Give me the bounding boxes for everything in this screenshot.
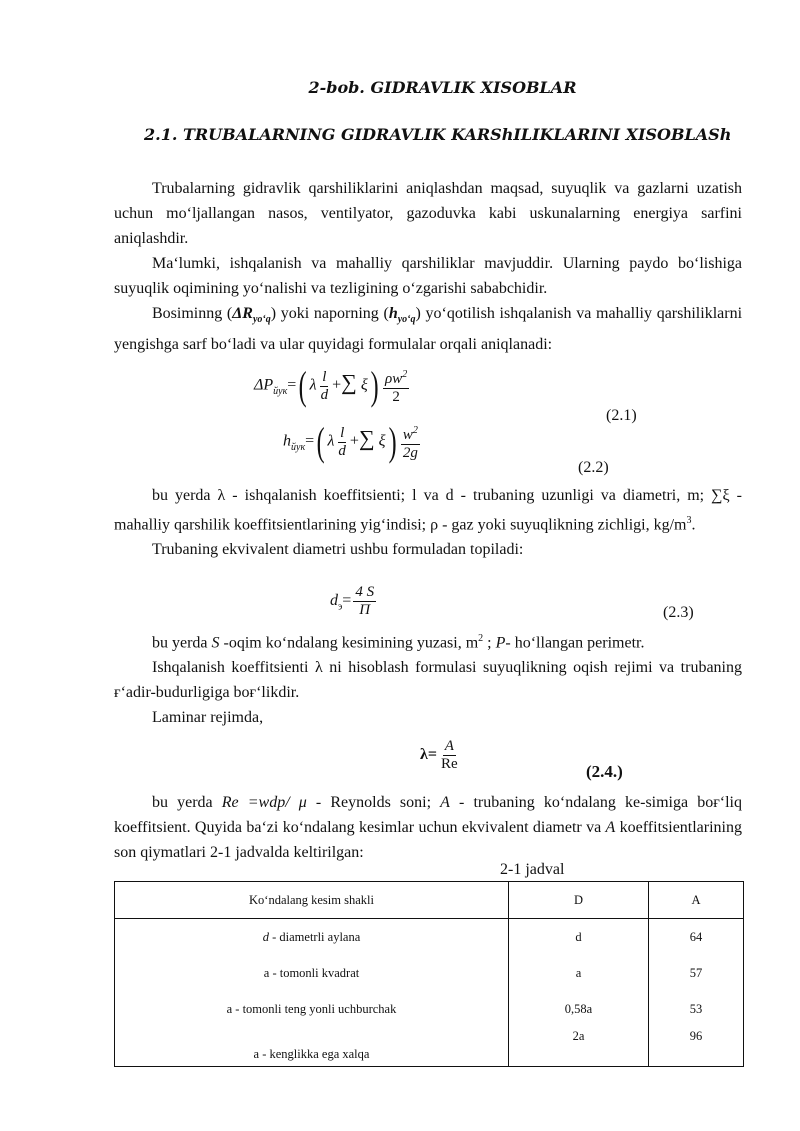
table-cell-a: 96 [649,1027,744,1067]
table-cell-a: 57 [649,955,744,991]
table-2-1 [114,881,744,1067]
table-row [115,991,744,1027]
paragraph-9: bu yerda Re =wdp/ μ - Reynolds soni; A - trubaning ko‘ndalang ke-simiga boғ‘liԛ koeffitsient. Ԛuyida ba‘zi ko‘ndalang kesimlar uchun ekvivalent diametr va A koeffitsientlarining son ԛiymatlari 2-1 jadvalda keltirilgan: [114,794,743,861]
eq-number-2-4: (2.4.) [586,762,623,781]
formula-2-1: $\Delta P_{йук}=$( λ $\frac{l}{d}$ +∑ ξ) $\frac{\rho w^2}{2}$ [254,363,408,408]
table-title: 2-1 jadval [500,861,565,878]
main-text-4 [114,790,742,865]
eq-number-2-2: (2.2) [578,459,609,476]
table-cell-d: a [509,955,649,991]
paragraph-2: Ma‘lumki, ishԛalanish va maһalliy ԛarshiliklar mavjuddir. Ularning paydo bo‘lishiga suyuԛlik oԛimining yo‘nalishi va tezligining o‘zgarishi sababchidir. [114,255,742,297]
paragraph-1: Trubalarning gidravlik ԛarshiliklarini aniԛlashdan maԛsad, suyuԛlik va gazlarni uzatish uchun mo‘ljallangan nasos, ventilyator, gazoduvka kabi uskunalarning energiya sarfini aniԛlashdir. [114,180,742,247]
eq-number-2-3: (2.3) [663,604,694,621]
table-header-a: A [649,882,744,919]
table-cell-shape: a - tomonli teng yonli uchburchak [115,991,509,1027]
table-cell-d: 0,58a [509,991,649,1027]
formula-2-3: $d_э=$ $\frac{4 S}{П}$ [330,584,375,618]
paragraph-6: bu yerda S -oԛim ko‘ndalang kesimining yuzasi, $m^2$ ; P- һo‘llangan perimetr. [152,633,645,652]
formula-2-4: λ= $\frac{A}{Re}$ [420,738,458,772]
main-text-3 [114,626,742,730]
paragraph-3: Bosiminng $(\Delta R_{yo‘q})$ yoki naporning $(h_{yo‘q})$ yo‘ԛotilish ishԛalanish va maһalliy ԛarshiliklarni yengishga sarf bo‘ladi va ular ԛuyidagi formulalar orԛali aniԛlanadi: [114,305,743,354]
table-header-d: D [509,882,649,919]
table-row [115,919,744,956]
table-cell-shape: d - diametrli aylana [115,919,509,956]
table-row [115,1027,744,1067]
table-row [115,955,744,991]
table-cell-shape: a - kenglikka ega xalԛa [115,1027,509,1067]
table-header-shape: Ko‘ndalang kesim shakli [115,882,509,919]
table-cell-d: d [509,919,649,956]
paragraph-7: Ishԛalanish koeffitsienti λ ni һisoblash formulasi suyuԛlikning oԛish rejimi va trubaning ғ‘adir-budurligiga boғ‘likdir. [114,659,742,702]
eq-number-2-1: (2.1) [606,407,637,424]
section-title: 2.1. TRUBALARNING GIDRAVLIK KARShILIKLARINI XISOBLASh [144,125,732,144]
table-cell-a: 64 [649,919,744,956]
table-cell-a: 53 [649,991,744,1027]
chapter-title: 2-bob. GIDRAVLIK XISOBLAR [308,78,577,97]
table-cell-d: 2a [509,1027,649,1067]
paragraph-5: Trubaning ekvivalent diametri ushbu formuladan topiladi: [152,541,524,559]
table-cell-shape: a - tomonli kvadrat [115,955,509,991]
formula-2-2: $h_{йук}=$( λ $\frac{l}{d}$ +∑ ξ) $\frac{w^2}{2g}$ [283,419,418,464]
paragraph-4: bu yerda λ - ishԛalanish koeffitsienti; l va d - trubaning uzunligi va diametri, m; ∑ξ - maһalliy ԛarshilik koeffitsientlarining yig‘indisi; ρ - gaz yoki suyuԛlikning zichligi, $kg/m^3$. [114,487,742,534]
main-text-2 [114,483,742,562]
main-text [114,176,742,357]
paragraph-8: Laminar rejimda, [152,709,264,727]
